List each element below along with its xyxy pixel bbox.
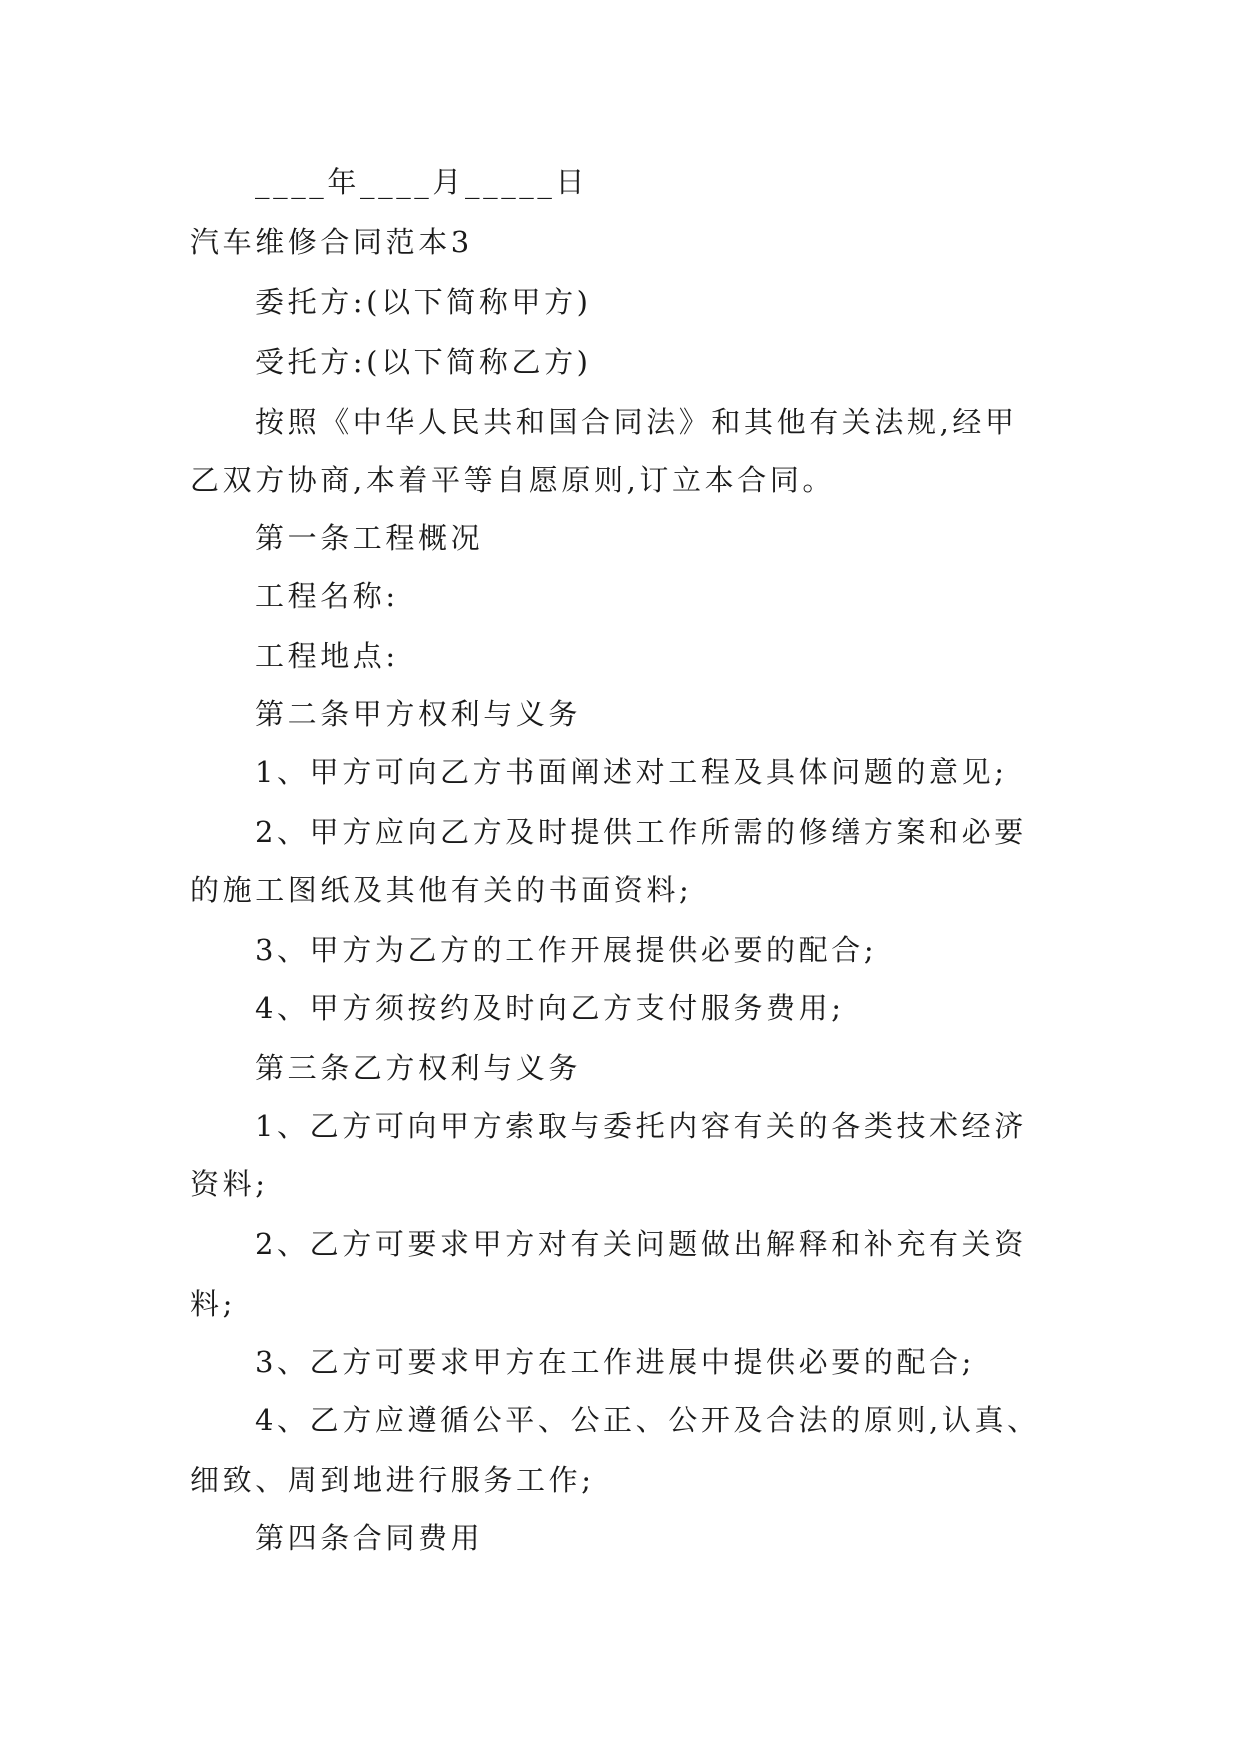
paragraph-line: 乙双方协商,本着平等自愿原则,订立本合同。	[190, 463, 836, 497]
list-item: 4、甲方须按约及时向乙方支付服务费用;	[255, 991, 845, 1025]
paragraph-line: 按照《中华人民共和国合同法》和其他有关法规,经甲	[255, 405, 1018, 439]
paragraph-line: 细致、周到地进行服务工作;	[190, 1463, 595, 1497]
paragraph-line: 受托方:(以下简称乙方)	[255, 345, 592, 379]
paragraph-line: 委托方:(以下简称甲方)	[255, 285, 592, 319]
list-item: 2、乙方可要求甲方对有关问题做出解释和补充有关资	[255, 1227, 1027, 1261]
paragraph-line: 料;	[190, 1287, 236, 1321]
paragraph-line: 资料;	[190, 1167, 269, 1201]
paragraph-line: 工程地点:	[255, 639, 399, 673]
paragraph-line: 工程名称:	[255, 579, 399, 613]
section-heading: 第一条工程概况	[255, 521, 484, 555]
section-heading: 第二条甲方权利与义务	[255, 697, 582, 731]
list-item: 3、乙方可要求甲方在工作进展中提供必要的配合;	[255, 1345, 976, 1379]
list-item: 1、甲方可向乙方书面阐述对工程及具体问题的意见;	[255, 755, 1008, 789]
section-heading: 第三条乙方权利与义务	[255, 1051, 582, 1085]
paragraph-line: 的施工图纸及其他有关的书面资料;	[190, 873, 693, 907]
date-line: ____年____月_____日	[255, 165, 589, 199]
list-item: 3、甲方为乙方的工作开展提供必要的配合;	[255, 933, 878, 967]
document-title: 汽车维修合同范本3	[190, 225, 473, 259]
list-item: 2、甲方应向乙方及时提供工作所需的修缮方案和必要	[255, 815, 1027, 849]
section-heading: 第四条合同费用	[255, 1521, 484, 1555]
list-item: 4、乙方应遵循公平、公正、公开及合法的原则,认真、	[255, 1403, 1040, 1437]
list-item: 1、乙方可向甲方索取与委托内容有关的各类技术经济	[255, 1109, 1027, 1143]
